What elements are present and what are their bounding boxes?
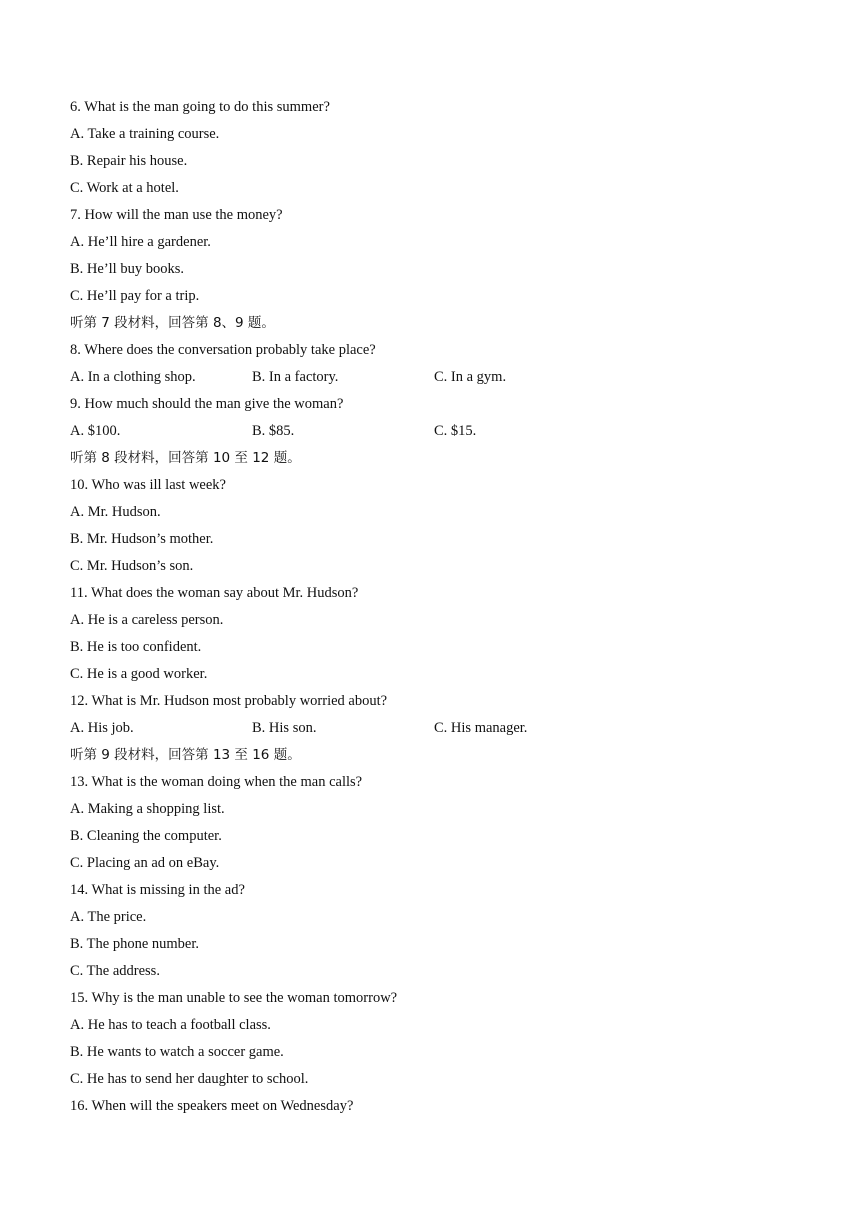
- option-text: C. He has to send her daughter to school.: [70, 1071, 309, 1087]
- options-row: [70, 715, 810, 742]
- option-text: A. He has to teach a football class.: [70, 1017, 271, 1033]
- question-text: 14. What is missing in the ad?: [70, 882, 245, 898]
- option-text: B. Mr. Hudson’s mother.: [70, 531, 214, 547]
- option-text: B. $85.: [252, 423, 295, 439]
- question-text: 8. Where does the conversation probably take place?: [70, 342, 376, 358]
- option-text: A. Mr. Hudson.: [70, 504, 161, 520]
- question-text: 13. What is the woman doing when the man calls?: [70, 774, 363, 790]
- option-text: A. The price.: [70, 909, 147, 925]
- question-text: 10. Who was ill last week?: [70, 477, 226, 493]
- option-text: B. The phone number.: [70, 936, 200, 952]
- option-text: C. He is a good worker.: [70, 666, 208, 682]
- question-text: 9. How much should the man give the woman?: [70, 396, 344, 412]
- question-text: 15. Why is the man unable to see the woman tomorrow?: [70, 990, 398, 1006]
- section-instruction: 听第 9 段材料，回答第 13 至 16 题。: [70, 747, 301, 763]
- option-text: C. In a gym.: [434, 369, 507, 385]
- question-text: 6. What is the man going to do this summer?: [70, 99, 330, 115]
- option-text: A. He is a careless person.: [70, 612, 224, 628]
- option-text: C. The address.: [70, 963, 160, 979]
- option-text: A. $100.: [70, 423, 121, 439]
- option-text: A. Making a shopping list.: [70, 801, 225, 817]
- option-text: A. He’ll hire a gardener.: [70, 234, 211, 250]
- option-text: C. He’ll pay for a trip.: [70, 288, 200, 304]
- option-text: B. Cleaning the computer.: [70, 828, 222, 844]
- options-row: [70, 364, 810, 391]
- question-text: 7. How will the man use the money?: [70, 207, 283, 223]
- document-page: [70, 94, 810, 1120]
- option-text: B. He is too confident.: [70, 639, 202, 655]
- option-text: A. In a clothing shop.: [70, 369, 196, 385]
- question-text: 12. What is Mr. Hudson most probably worried about?: [70, 693, 388, 709]
- option-text: B. His son.: [252, 720, 317, 736]
- option-text: C. $15.: [434, 423, 477, 439]
- section-instruction: 听第 7 段材料，回答第 8、9 题。: [70, 315, 275, 331]
- option-text: A. His job.: [70, 720, 134, 736]
- option-text: C. His manager.: [434, 720, 528, 736]
- section-instruction: 听第 8 段材料，回答第 10 至 12 题。: [70, 450, 301, 466]
- option-text: A. Take a training course.: [70, 126, 220, 142]
- option-text: B. Repair his house.: [70, 153, 188, 169]
- option-text: B. He’ll buy books.: [70, 261, 184, 277]
- question-text: 16. When will the speakers meet on Wednesday?: [70, 1098, 354, 1114]
- option-text: B. He wants to watch a soccer game.: [70, 1044, 284, 1060]
- option-text: C. Work at a hotel.: [70, 180, 179, 196]
- option-text: C. Mr. Hudson’s son.: [70, 558, 194, 574]
- option-text: C. Placing an ad on eBay.: [70, 855, 220, 871]
- question-text: 11. What does the woman say about Mr. Hudson?: [70, 585, 359, 601]
- options-row: [70, 418, 810, 445]
- option-text: B. In a factory.: [252, 369, 339, 385]
